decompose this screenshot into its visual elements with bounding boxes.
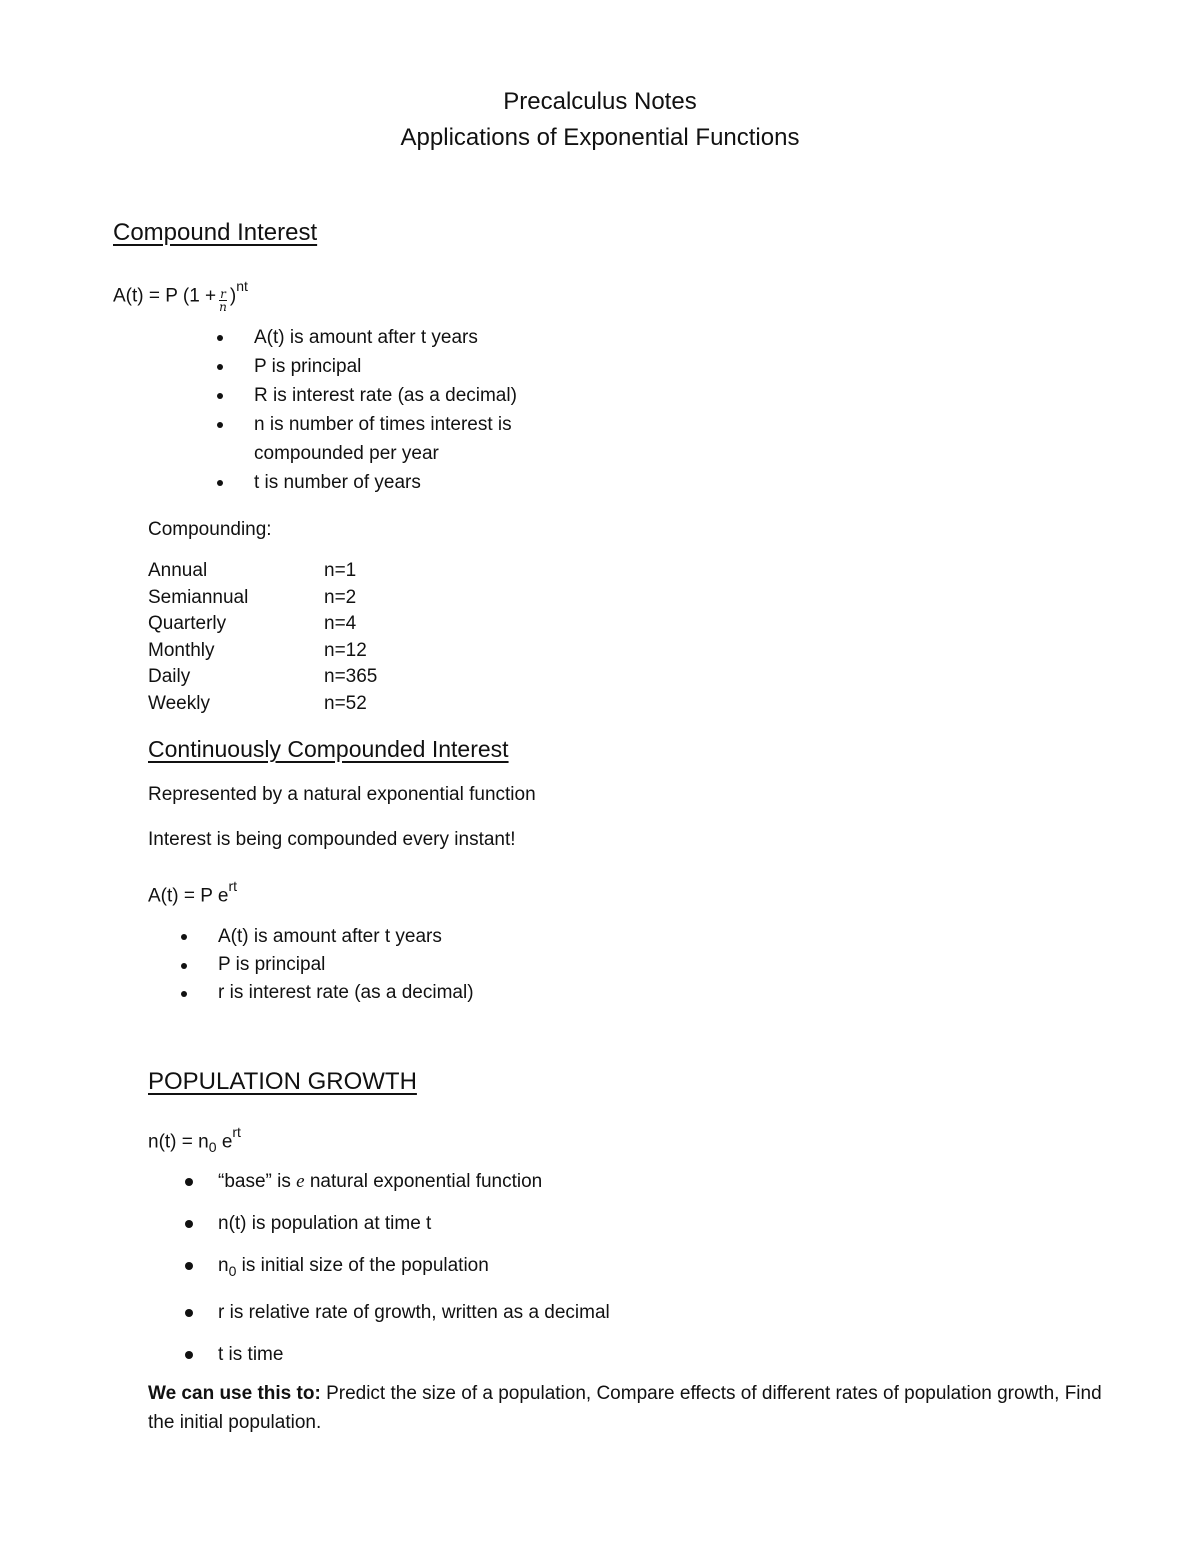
continuous-line-2: Interest is being compounded every instant! xyxy=(148,829,516,850)
population-formula xyxy=(148,1124,241,1158)
n-cell: n=2 xyxy=(324,586,357,608)
table-row xyxy=(148,585,377,612)
uses-label: We can use this to: xyxy=(148,1383,321,1404)
list-item-text: n is number of times interest is xyxy=(254,414,512,435)
formula-lhs: A(t) = P (1 + xyxy=(113,285,217,307)
period-cell: Annual xyxy=(148,560,208,581)
list-item xyxy=(218,1203,610,1245)
list-item-text: r is interest rate (as a decimal) xyxy=(218,982,474,1003)
compounding-label: Compounding: xyxy=(148,519,272,540)
formula-exponent: rt xyxy=(232,1124,241,1140)
table-row xyxy=(148,558,377,585)
list-item-text: t is time xyxy=(218,1343,284,1365)
bullet-icon xyxy=(217,364,223,370)
list-item-text: n(t) is population at time t xyxy=(218,1213,432,1234)
compound-bullet-list xyxy=(254,323,517,497)
continuous-line-1: Represented by a natural exponential function xyxy=(148,784,536,805)
bullet-icon xyxy=(217,422,223,428)
list-item-text: is initial size of the population xyxy=(236,1255,489,1276)
formula-close-paren: ) xyxy=(229,285,237,307)
period-cell: Monthly xyxy=(148,639,215,661)
uses-text: Predict the size of a population, Compare effects of different rates of population growth, Find the initial population. xyxy=(148,1383,1102,1433)
continuous-bullet-list xyxy=(218,922,474,1007)
formula-subscript: 0 xyxy=(208,1139,217,1156)
subscript: 0 xyxy=(228,1262,237,1279)
list-item xyxy=(254,381,517,410)
population-bullet-list xyxy=(218,1161,610,1376)
compound-interest-formula xyxy=(113,278,248,314)
list-item-text: “base” is xyxy=(218,1171,297,1192)
table-row xyxy=(148,638,377,665)
list-item-text: A(t) is amount after t years xyxy=(218,926,442,947)
list-item-text: n xyxy=(218,1255,229,1276)
list-item xyxy=(218,951,474,979)
formula-exponent: nt xyxy=(236,278,248,294)
bullet-icon xyxy=(185,1262,193,1270)
list-item xyxy=(218,1334,610,1376)
formula-exponent: rt xyxy=(228,878,237,894)
list-item-text: natural exponential function xyxy=(304,1171,543,1192)
fraction-denominator: n xyxy=(219,299,227,314)
list-item xyxy=(218,979,474,1007)
e-symbol: e xyxy=(296,1171,305,1192)
table-row xyxy=(148,691,377,718)
list-item-text: t is number of years xyxy=(254,472,421,493)
bullet-icon xyxy=(217,335,223,341)
list-item xyxy=(218,1245,610,1292)
table-row xyxy=(148,611,377,638)
list-item-text: A(t) is amount after t years xyxy=(254,327,478,348)
population-growth-heading: POPULATION GROWTH xyxy=(148,1068,417,1095)
n-cell: n=365 xyxy=(324,666,378,687)
period-cell: Daily xyxy=(148,666,191,687)
list-item-text: P is principal xyxy=(218,954,326,975)
bullet-icon xyxy=(185,1309,193,1317)
table-row xyxy=(148,664,377,691)
page-title: Precalculus Notes xyxy=(503,88,697,115)
list-item xyxy=(218,1161,610,1203)
n-cell: n=4 xyxy=(324,613,357,634)
formula-lhs: n(t) = n xyxy=(148,1131,209,1153)
bullet-icon xyxy=(185,1178,193,1186)
list-item xyxy=(254,410,517,468)
continuous-interest-heading: Continuously Compounded Interest xyxy=(148,736,509,762)
n-cell: n=52 xyxy=(324,692,367,714)
bullet-icon xyxy=(185,1351,193,1359)
period-cell: Quarterly xyxy=(148,613,227,634)
compound-interest-heading: Compound Interest xyxy=(113,219,318,246)
continuous-formula xyxy=(148,878,237,907)
n-cell: n=1 xyxy=(324,560,357,581)
list-item xyxy=(254,323,517,352)
formula-base: A(t) = P e xyxy=(148,885,229,907)
list-item-text: P is principal xyxy=(254,356,362,377)
list-item-text: R is interest rate (as a decimal) xyxy=(254,385,517,406)
fraction-numerator: r xyxy=(220,286,226,301)
period-cell: Weekly xyxy=(148,692,210,714)
list-item-text-continued: compounded per year xyxy=(254,443,439,464)
list-item xyxy=(218,922,474,951)
list-item xyxy=(254,352,517,381)
bullet-icon xyxy=(217,480,223,486)
page-subtitle: Applications of Exponential Functions xyxy=(400,124,800,151)
bullet-icon xyxy=(181,963,187,969)
period-cell: Semiannual xyxy=(148,586,249,608)
n-cell: n=12 xyxy=(324,639,367,661)
bullet-icon xyxy=(181,934,187,940)
formula-e: e xyxy=(221,1131,233,1153)
bullet-icon xyxy=(217,393,223,399)
compounding-table xyxy=(148,558,377,717)
fraction-r-over-n xyxy=(218,288,228,313)
list-item xyxy=(254,468,517,497)
bullet-icon xyxy=(185,1220,193,1228)
bullet-icon xyxy=(181,991,187,997)
list-item xyxy=(218,1292,610,1334)
list-item-text: r is relative rate of growth, written as a decimal xyxy=(218,1301,610,1323)
population-uses-paragraph xyxy=(148,1379,1128,1437)
